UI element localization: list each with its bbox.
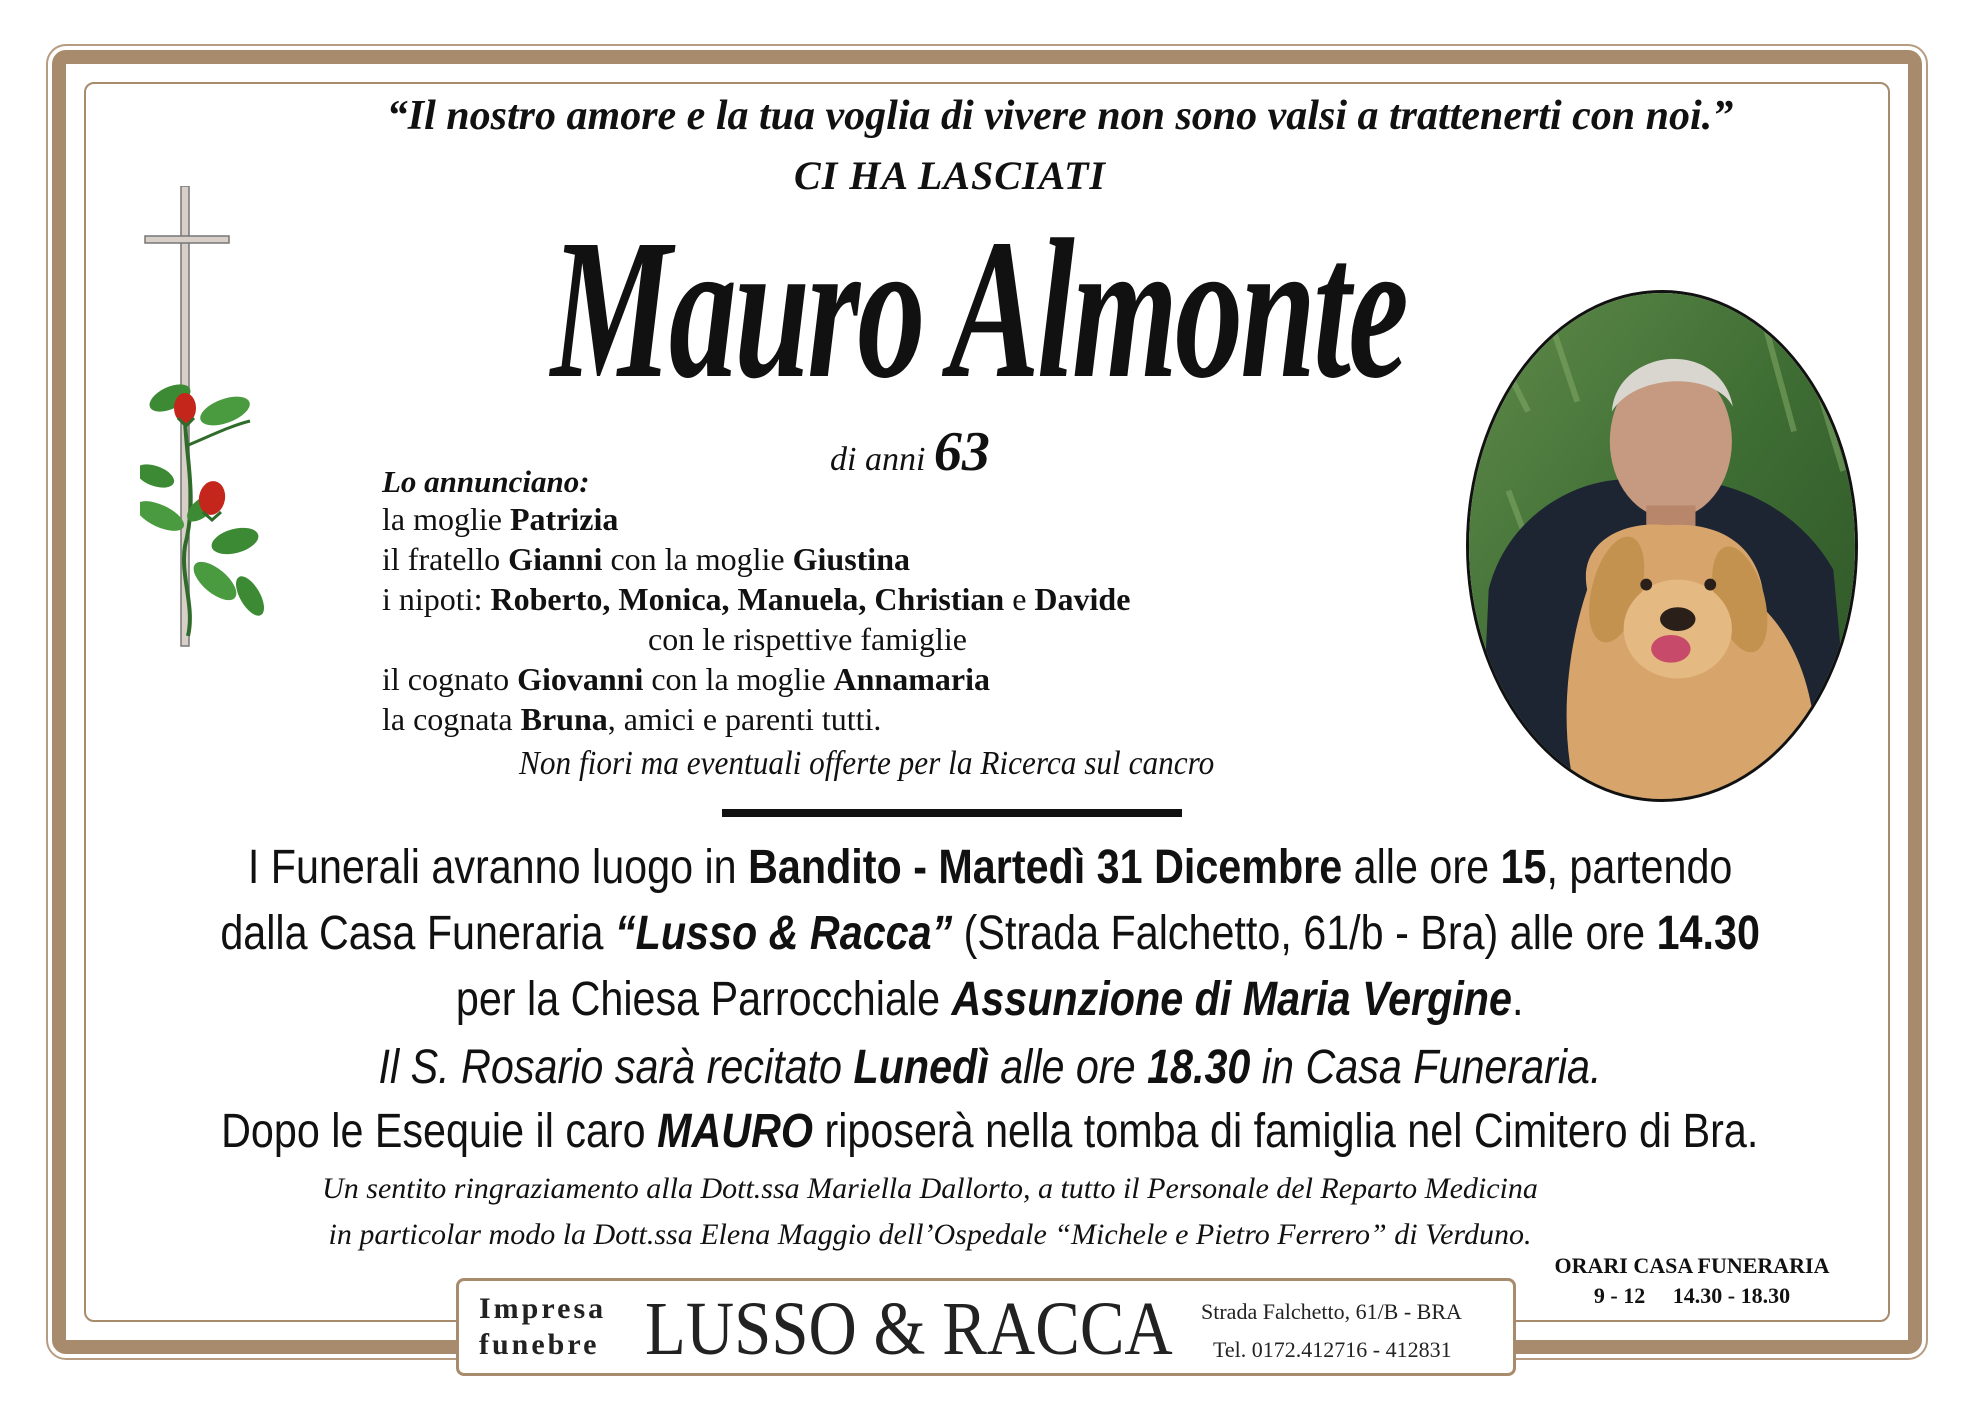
divider-line xyxy=(722,809,1182,817)
funeral-home-address: Strada Falchetto, 61/B - BRA xyxy=(1201,1299,1462,1324)
impresa-line-1: Impresa xyxy=(479,1292,607,1325)
portrait-photo xyxy=(1466,290,1858,802)
impresa-line-2: funebre xyxy=(479,1328,600,1361)
thanks-line-2: in particolar modo la Dott.ssa Elena Maggio dell’Ospedale “Michele e Pietro Ferrero” di Verduno. xyxy=(328,1218,1532,1251)
funeral-line-2: dalla Casa Funeraria “Lusso & Racca” (Strada Falchetto, 61/b - Bra) alle ore 14.30 xyxy=(220,907,1760,960)
family-line-sister-in-law: la cognata Bruna, amici e parenti tutti. xyxy=(382,701,882,737)
rosary-line: Il S. Rosario sarà recitato Lunedì alle ore 18.30 in Casa Funeraria. xyxy=(378,1041,1602,1094)
announce-label: Lo annunciano: xyxy=(382,464,590,499)
burial-line: Dopo le Esequie il caro MAURO riposerà nella tomba di famiglia nel Cimitero di Bra. xyxy=(221,1105,1759,1158)
family-line-families: con le rispettive famiglie xyxy=(648,621,967,657)
heading-ci-ha-lasciati: CI HA LASCIATI xyxy=(794,153,1106,198)
thanks-line-1: Un sentito ringraziamento alla Dott.ssa Mariella Dallorto, a tutto il Personale del Reparto Medicina xyxy=(322,1172,1538,1205)
funeral-line-3: per la Chiesa Parrocchiale Assunzione di Maria Vergine. xyxy=(456,973,1524,1026)
flowers-note: Non fiori ma eventuali offerte per la Ricerca sul cancro xyxy=(519,745,1215,782)
funeral-home-phone: Tel. 0172.412716 - 412831 xyxy=(1213,1337,1452,1362)
family-line-brother: il fratello Gianni con la moglie Giustina xyxy=(382,541,910,577)
man-with-dog-photo-icon xyxy=(1469,293,1855,799)
funeral-home-brand: LUSSO & RACCA xyxy=(645,1287,1173,1371)
cross-with-roses-icon xyxy=(140,186,330,656)
impresa-label xyxy=(479,1291,606,1363)
hours-title: ORARI CASA FUNERARIA xyxy=(1554,1253,1830,1278)
funeral-line-1: I Funerali avranno luogo in Bandito - Martedì 31 Dicembre alle ore 15, partendo xyxy=(247,841,1733,894)
memorial-quote: “Il nostro amore e la tua voglia di vivere non sono valsi a trattenerti con noi.” xyxy=(386,93,1734,139)
age-value: 63 xyxy=(933,421,990,483)
hours-times: 9 - 12 14.30 - 18.30 xyxy=(1593,1283,1791,1308)
age-prefix: di anni xyxy=(830,441,926,478)
family-line-wife: la moglie Patrizia xyxy=(382,501,619,537)
family-line-brother-in-law: il cognato Giovanni con la moglie Annamaria xyxy=(382,661,990,697)
funeral-home-footer xyxy=(456,1278,1516,1376)
age-line xyxy=(830,420,990,484)
family-line-nephews: i nipoti: Roberto, Monica, Manuela, Christian e Davide xyxy=(382,581,1131,617)
deceased-name: Mauro Almonte xyxy=(550,199,1406,420)
